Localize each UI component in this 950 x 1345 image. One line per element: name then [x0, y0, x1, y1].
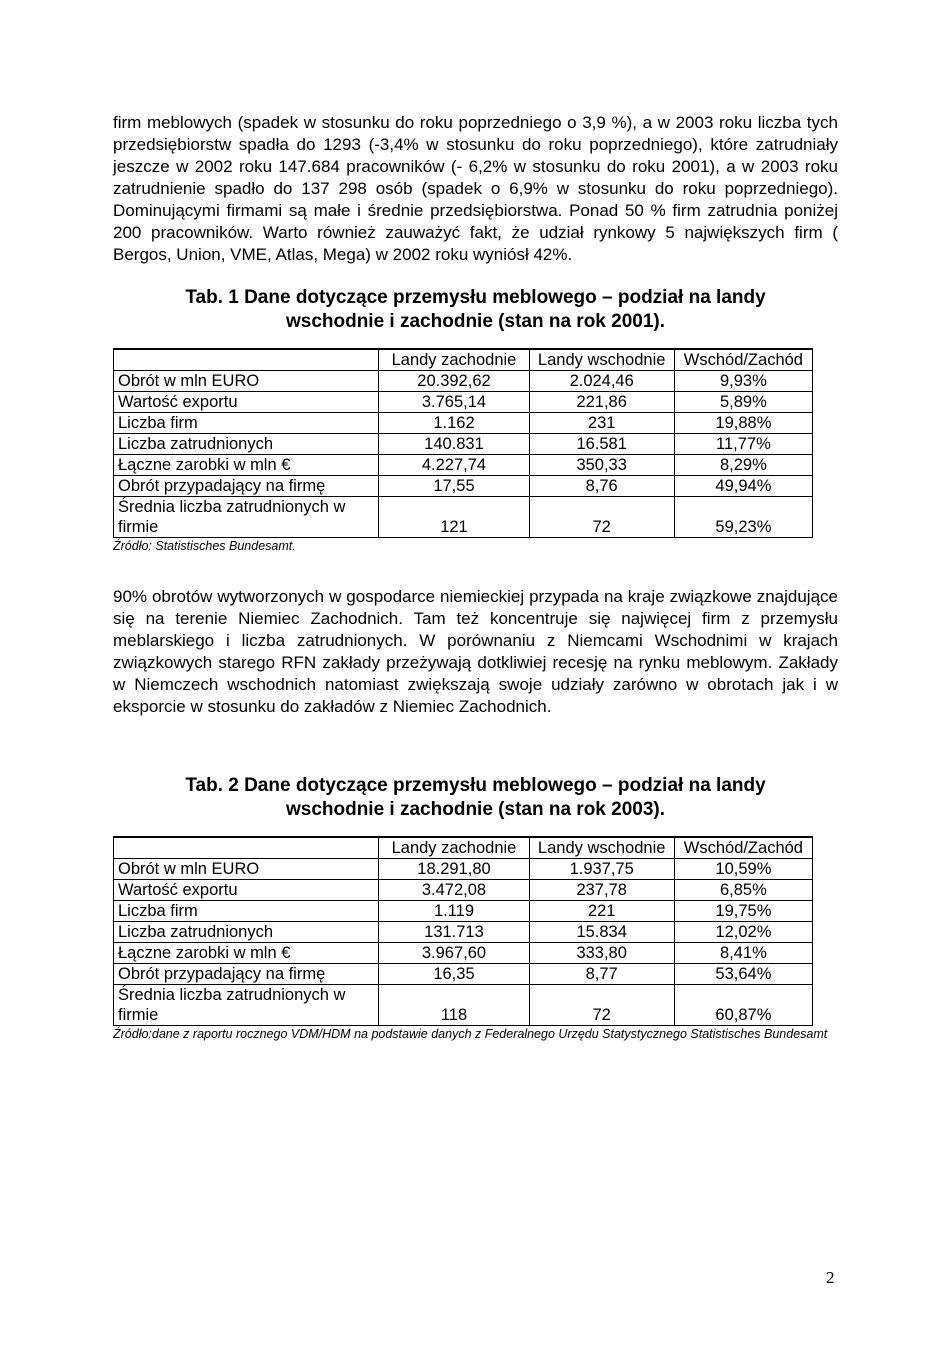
cell-ratio: 8,41% [674, 943, 812, 964]
table1-title-line2: wschodnie i zachodnie (stan na rok 2001). [285, 311, 666, 332]
table-row [114, 371, 813, 392]
row-label: Wartość exportu [114, 392, 379, 413]
table2-header-cell: Wschód/Zachód [674, 837, 812, 859]
cell-east: 72 [529, 985, 674, 1026]
cell-east: 72 [529, 497, 674, 538]
table2-title-line1: Tab. 2 Dane dotyczące przemysłu meblowego – podział na landy [185, 775, 766, 796]
cell-ratio: 10,59% [674, 859, 812, 880]
row-label: Obrót w mln EURO [114, 371, 379, 392]
row-label: Liczba zatrudnionych [114, 434, 379, 455]
table1 [113, 348, 813, 538]
cell-ratio: 60,87% [674, 985, 812, 1026]
cell-west: 4.227,74 [379, 455, 529, 476]
table-row [114, 922, 813, 943]
table1-source: Źródło: Statistisches Bundesamt. [113, 539, 296, 553]
table1-title [113, 286, 838, 334]
cell-east: 221,86 [529, 392, 674, 413]
table-row [114, 476, 813, 497]
cell-west: 131.713 [379, 922, 529, 943]
cell-east: 333,80 [529, 943, 674, 964]
row-label: Liczba firm [114, 413, 379, 434]
row-label: Średnia liczba zatrudnionych w firmie [114, 985, 379, 1026]
paragraph-intro: firm meblowych (spadek w stosunku do roku poprzedniego o 3,9 %), a w 2003 roku liczba tych przedsiębiorstw spadła do 1293 (-3,4% w stosunku do roku poprzedniego), które zatrudniały jeszcze w 2002 roku 147.684 pracowników (- 6,2% w stosunku do roku 2001), a w 2003 roku zatrudnienie spadło do 137 298 osób (spadek o 6,9% w stosunku do roku poprzedniego). Dominującymi firmami są małe i średnie przedsiębiorstwa. Ponad 50 % firm zatrudnia poniżej 200 pracowników. Warto również zauważyć fakt, że udział rynkowy 5 największych firm ( Bergos, Union, VME, Atlas, Mega) w 2002 roku wyniósł 42%. [113, 113, 838, 264]
table1-header-row [114, 349, 813, 371]
row-label: Obrót przypadający na firmę [114, 964, 379, 985]
cell-ratio: 5,89% [674, 392, 812, 413]
row-label: Liczba zatrudnionych [114, 922, 379, 943]
paragraph-analysis: 90% obrotów wytworzonych w gospodarce niemieckiej przypada na kraje związkowe znajdujące się na terenie Niemiec Zachodnich. Tam też koncentruje się najwięcej firm z przemysłu meblarskiego i liczba zatrudnionych. W porównaniu z Niemcami Wschodnimi w krajach związkowych starego RFN zakłady przeżywają dotkliwiej recesję na rynku meblowym. Zakłady w Niemczech wschodnich natomiast zwiększają swoje udziały zarówno w obrotach jak i w eksporcie w stosunku do zakładów z Niemiec Zachodnich. [113, 587, 838, 716]
table-row [114, 901, 813, 922]
table-row [114, 413, 813, 434]
table2-title [113, 774, 838, 822]
row-label: Łączne zarobki w mln € [114, 943, 379, 964]
cell-west: 140.831 [379, 434, 529, 455]
table-row [114, 880, 813, 901]
page-content [113, 112, 838, 1042]
table-row [114, 434, 813, 455]
table-row [114, 943, 813, 964]
table2-source: Źródło:dane z raportu rocznego VDM/HDM na podstawie danych z Federalnego Urzędu Statystycznego Statistisches Bundesamt [113, 1027, 828, 1041]
cell-east: 8,76 [529, 476, 674, 497]
page-number: 2 [826, 1268, 835, 1287]
row-label: Obrót w mln EURO [114, 859, 379, 880]
cell-ratio: 19,75% [674, 901, 812, 922]
table-row [114, 964, 813, 985]
cell-east: 2.024,46 [529, 371, 674, 392]
table1-header-cell: Landy zachodnie [379, 349, 529, 371]
table1-header-cell [114, 349, 379, 371]
cell-east: 1.937,75 [529, 859, 674, 880]
cell-west: 3.765,14 [379, 392, 529, 413]
table1-title-line1: Tab. 1 Dane dotyczące przemysłu meblowego – podział na landy [185, 287, 766, 308]
table-row [114, 497, 813, 538]
cell-west: 16,35 [379, 964, 529, 985]
table1-header-cell: Landy wschodnie [529, 349, 674, 371]
table-row [114, 859, 813, 880]
cell-west: 3.967,60 [379, 943, 529, 964]
cell-east: 16.581 [529, 434, 674, 455]
cell-east: 350,33 [529, 455, 674, 476]
cell-east: 221 [529, 901, 674, 922]
cell-east: 237,78 [529, 880, 674, 901]
cell-west: 1.162 [379, 413, 529, 434]
row-label: Łączne zarobki w mln € [114, 455, 379, 476]
cell-west: 3.472,08 [379, 880, 529, 901]
row-label: Obrót przypadający na firmę [114, 476, 379, 497]
table2-header-cell: Landy zachodnie [379, 837, 529, 859]
cell-ratio: 11,77% [674, 434, 812, 455]
table2-header-cell: Landy wschodnie [529, 837, 674, 859]
cell-west: 1.119 [379, 901, 529, 922]
cell-west: 18.291,80 [379, 859, 529, 880]
cell-ratio: 53,64% [674, 964, 812, 985]
row-label: Średnia liczba zatrudnionych w firmie [114, 497, 379, 538]
cell-ratio: 9,93% [674, 371, 812, 392]
cell-west: 118 [379, 985, 529, 1026]
cell-ratio: 12,02% [674, 922, 812, 943]
cell-east: 231 [529, 413, 674, 434]
cell-ratio: 19,88% [674, 413, 812, 434]
cell-ratio: 8,29% [674, 455, 812, 476]
row-label: Liczba firm [114, 901, 379, 922]
cell-west: 20.392,62 [379, 371, 529, 392]
cell-ratio: 49,94% [674, 476, 812, 497]
cell-east: 8,77 [529, 964, 674, 985]
table2-title-line2: wschodnie i zachodnie (stan na rok 2003). [285, 799, 666, 820]
row-label: Wartość exportu [114, 880, 379, 901]
cell-ratio: 6,85% [674, 880, 812, 901]
cell-west: 17,55 [379, 476, 529, 497]
cell-west: 121 [379, 497, 529, 538]
table2 [113, 836, 813, 1026]
cell-ratio: 59,23% [674, 497, 812, 538]
table2-header-cell [114, 837, 379, 859]
table-row [114, 985, 813, 1026]
cell-east: 15.834 [529, 922, 674, 943]
table2-header-row [114, 837, 813, 859]
table1-header-cell: Wschód/Zachód [674, 349, 812, 371]
table-row [114, 455, 813, 476]
table-row [114, 392, 813, 413]
